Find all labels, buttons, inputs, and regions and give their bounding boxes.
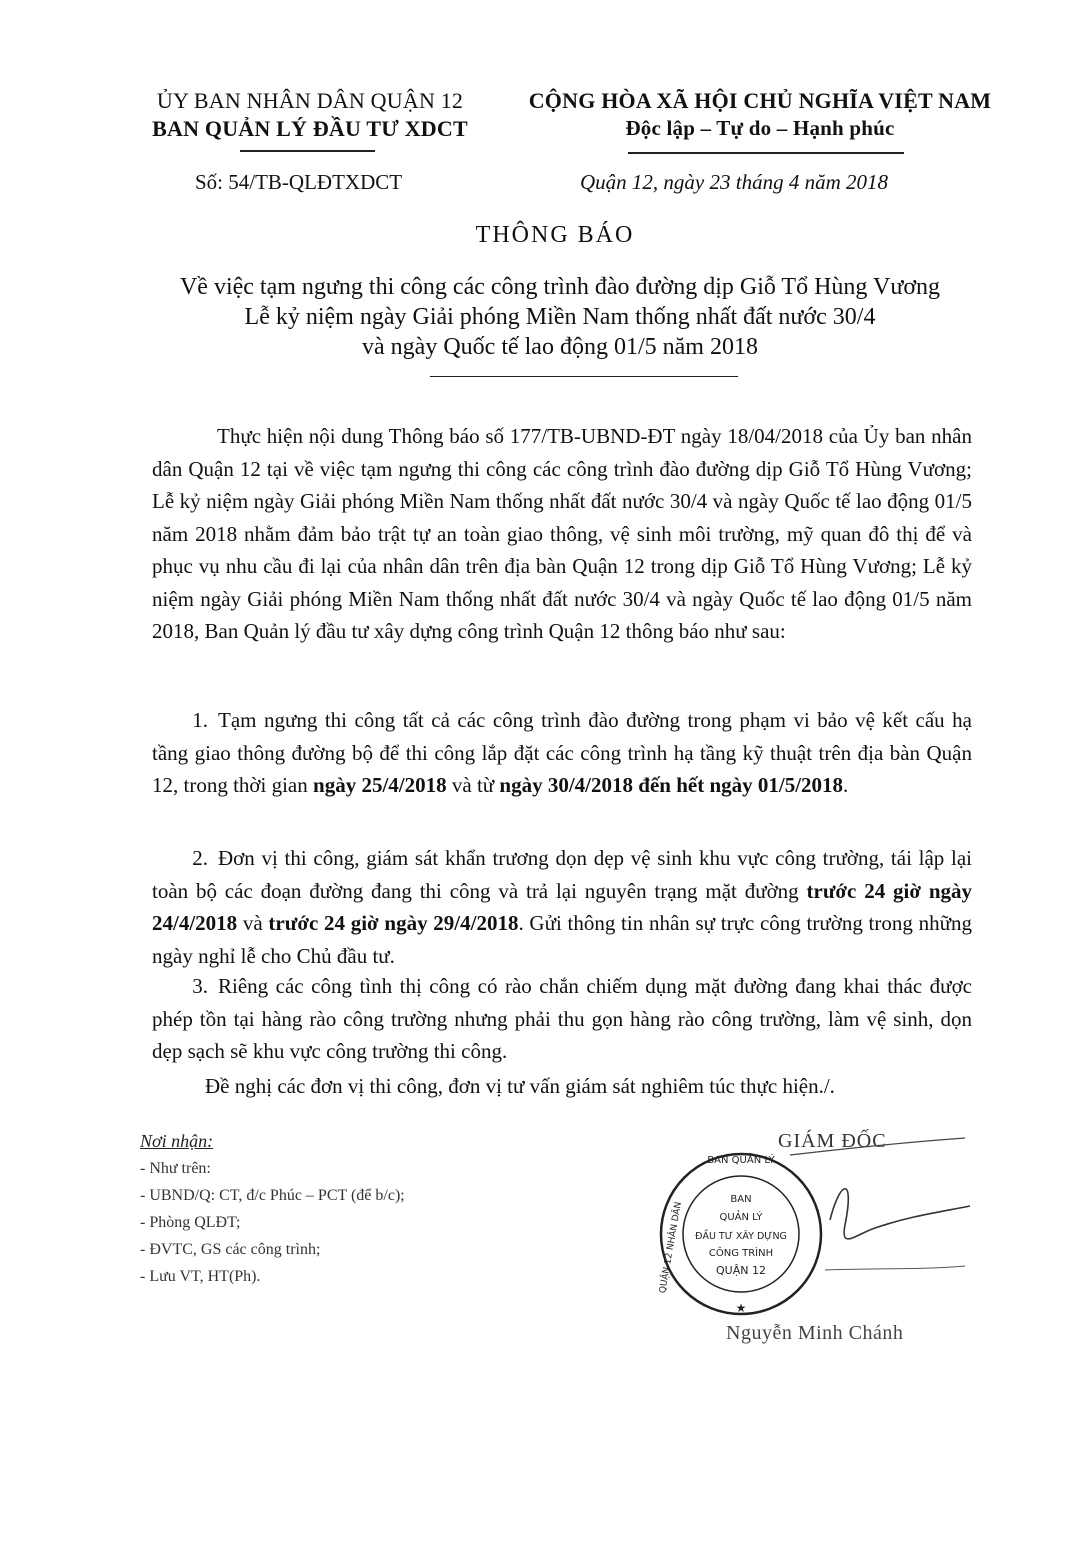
intro-text: Thực hiện nội dung Thông báo số 177/TB-UBND-ĐT ngày 18/04/2018 của Ủy ban nhân dân Quận 12 tại về việc tạm ngưng thi công các công trình đào đường dịp Giỗ Tổ Hùng Vương; Lễ kỷ niệm ngày Giải phóng Miền Nam thống nhất đất nước 30/4 và ngày Quốc tế lao động 01/5 năm 2018 nhằm đảm bảo trật tự an toàn giao thông, vệ sinh môi trường, mỹ quan đô thị để và phục vụ nhu cầu đi lại của nhân dân trên địa bàn Quận 12 trong dịp Giỗ Tổ Hùng Vương; Lễ kỷ niệm ngày Giải phóng Miền Nam thống nhất đất nước 30/4 và ngày Quốc tế lao động 01/5 năm 2018, Ban Quản lý đầu tư xây dựng công trình Quận 12 thông báo như sau: — [152, 424, 972, 643]
seal-line-3: ĐẦU TƯ XÂY DỰNG — [695, 1231, 787, 1242]
recipient-line: - Lưu VT, HT(Ph). — [140, 1268, 261, 1285]
intro-paragraph — [152, 420, 972, 648]
item-2-text-b: và — [237, 911, 269, 935]
document-title: THÔNG BÁO — [475, 222, 635, 248]
recipients-block — [140, 1128, 520, 1290]
recipient-line: - ĐVTC, GS các công trình; — [140, 1241, 321, 1258]
seal-line-5: QUẬN 12 — [716, 1264, 766, 1277]
item-1 — [152, 704, 972, 802]
recipient-line: - Phòng QLĐT; — [140, 1214, 241, 1231]
item-2-bold-a: trước 24 giờ ngày 24/4/2018 — [152, 878, 972, 935]
issuer-org: BAN QUẢN LÝ ĐẦU TƯ XDCT — [152, 116, 468, 141]
item-2-text-a: Đơn vị thi công, giám sát khẩn trương dọn dẹp vệ sinh khu vực công trường, tái lập lại toàn bộ các đoạn đường đang thi công và trả lại nguyên trạng mặt đường — [152, 846, 972, 903]
item-1-text-b: và từ — [446, 773, 500, 797]
subject-line-1: Về việc tạm ngưng thi công các công trình đào đường dịp Giỗ Tổ Hùng Vương — [179, 274, 941, 300]
item-1-bold-a: ngày 25/4/2018 — [313, 773, 447, 797]
seal-line-2: QUẢN LÝ — [719, 1212, 763, 1223]
item-1-number: 1. — [192, 708, 208, 732]
recipients-label: Nơi nhận: — [140, 1131, 214, 1151]
national-title: CỘNG HÒA XÃ HỘI CHỦ NGHĨA VIỆT NAM — [528, 88, 992, 113]
item-3-number: 3. — [192, 974, 208, 998]
seal-line-1: BAN — [730, 1194, 752, 1205]
place-date: Quận 12, ngày 23 tháng 4 năm 2018 — [580, 170, 888, 194]
item-3 — [152, 970, 972, 1068]
item-1-text-c: . — [843, 773, 849, 797]
item-2-bold-b: trước 24 giờ ngày 29/4/2018 — [268, 911, 519, 935]
seal-ring-left: QUẬN 12 NHÂN DÂN — [658, 1201, 684, 1295]
item-1-text-a: Tạm ngưng thi công tất cả các công trình đào đường trong phạm vi bảo vệ kết cấu hạ tầng giao thông đường bộ để thi công lắp đặt các công trình hạ tầng kỹ thuật trên địa bàn Quận 12, trong thời gian — [152, 708, 972, 797]
seal-star-icon: ★ — [735, 1301, 747, 1315]
signer-title: GIÁM ĐỐC — [778, 1130, 887, 1152]
national-motto: Độc lập – Tự do – Hạnh phúc — [625, 116, 895, 140]
official-seal — [655, 1148, 827, 1320]
recipient-line: - Như trên: — [140, 1160, 211, 1177]
item-2-text-c: . Gửi thông tin nhân sự trực công trường trong những ngày nghỉ lễ cho Chủ đầu tư. — [152, 911, 972, 968]
issuer-underline — [240, 150, 375, 152]
item-2-number: 2. — [192, 846, 208, 870]
national-motto-block — [500, 88, 1020, 141]
subject-line-3: và ngày Quốc tế lao động 01/5 năm 2018 — [362, 334, 758, 360]
recipient-line: - UBND/Q: CT, đ/c Phúc – PCT (để b/c); — [140, 1187, 405, 1204]
seal-ring-top: BAN QUẢN LÝ — [707, 1155, 775, 1166]
subject-underline — [430, 376, 738, 377]
seal-line-4: CÔNG TRÌNH — [708, 1248, 774, 1259]
issuer-block — [110, 88, 510, 142]
item-3-text: Riêng các công tình thị công có rào chắn chiếm dụng mặt đường đang khai thác được phép tồn tại hàng rào công trường nhưng phải thu gọn hàng rào công trường, làm vệ sinh, dọn dẹp sạch sẽ khu vực công trường thi công. — [152, 974, 972, 1063]
subject-block — [120, 272, 1000, 362]
item-2 — [152, 842, 972, 972]
signer-name: Nguyễn Minh Chánh — [726, 1322, 904, 1344]
document-number: Số: 54/TB-QLĐTXDCT — [195, 170, 403, 194]
closing-sentence: Đề nghị các đơn vị thi công, đơn vị tư vấn giám sát nghiêm túc thực hiện./. — [205, 1074, 835, 1098]
issuer-parent-org: ỦY BAN NHÂN DÂN QUẬN 12 — [156, 88, 464, 113]
motto-underline — [628, 152, 904, 154]
item-1-bold-b: ngày 30/4/2018 đến hết ngày 01/5/2018 — [499, 773, 844, 797]
subject-line-2: Lễ kỷ niệm ngày Giải phóng Miền Nam thống nhất đất nước 30/4 — [244, 304, 876, 330]
